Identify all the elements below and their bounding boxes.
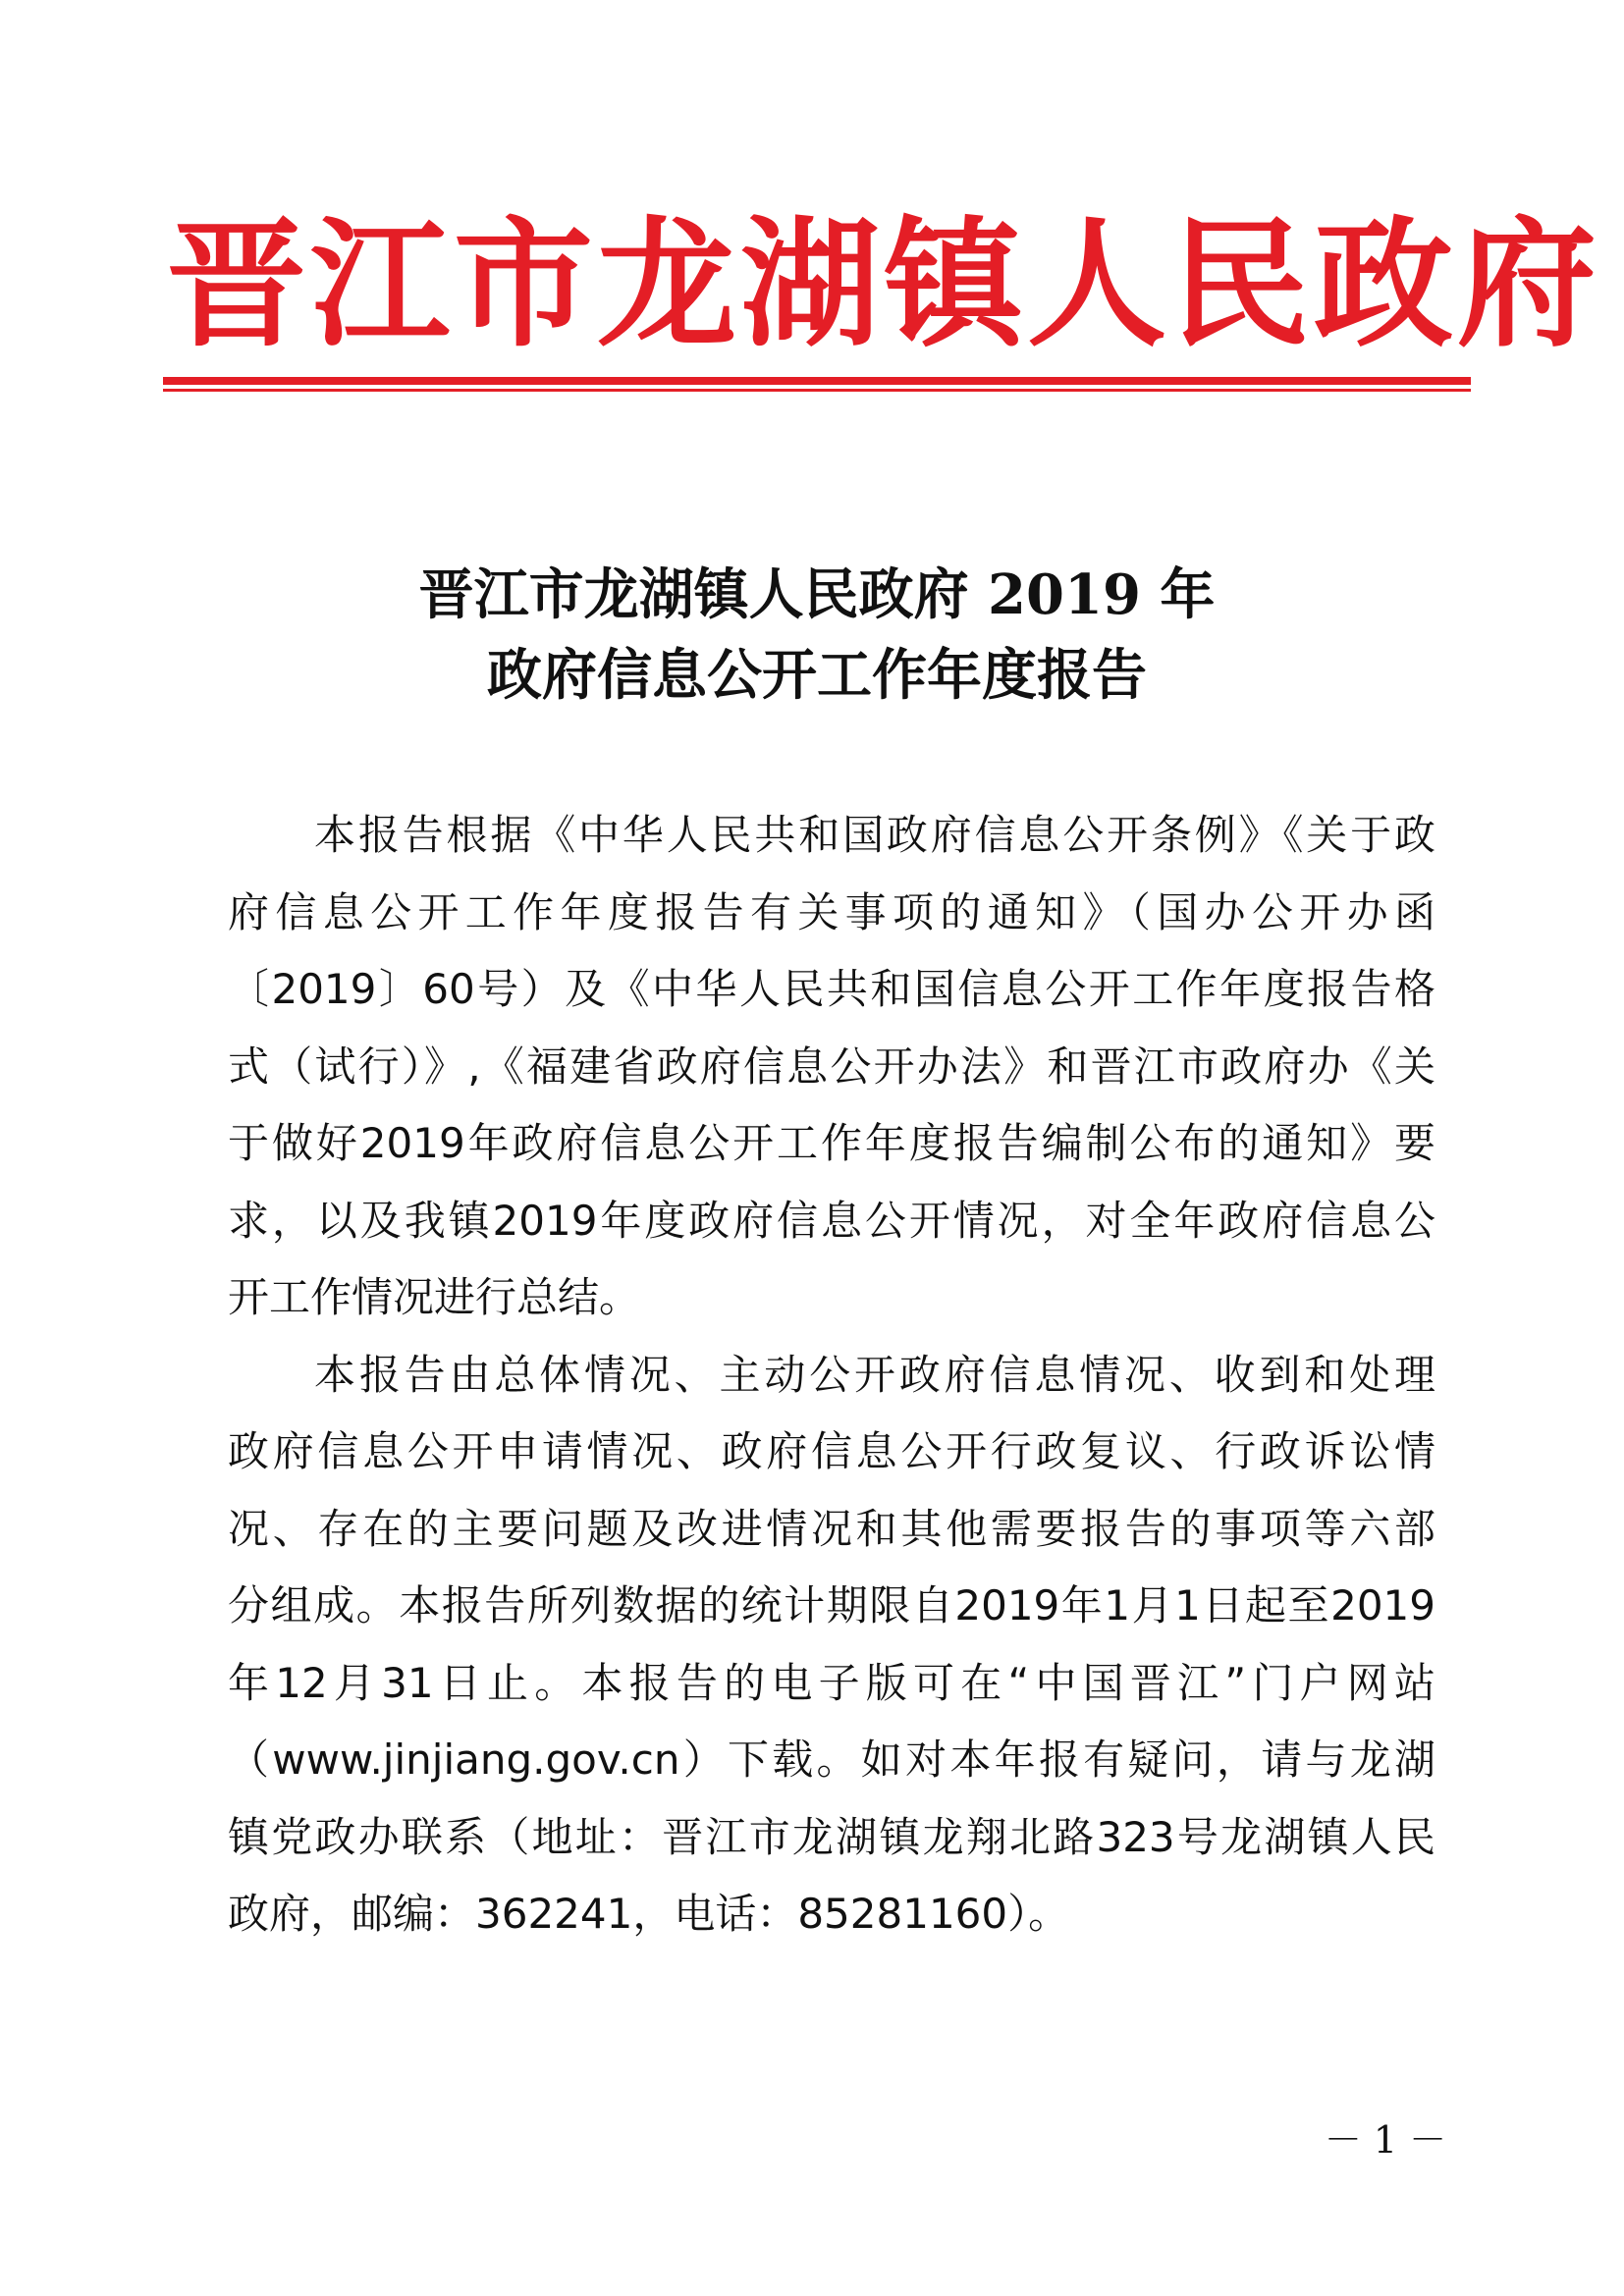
- paragraph-line: 开工作情况进行总结。: [228, 1273, 641, 1321]
- paragraph-line: 本报告由总体情况、主动公开政府信息情况、收到和处理: [314, 1350, 1435, 1399]
- paragraph-basis: [228, 797, 1435, 1337]
- paragraph-line: 本报告根据《中华人民共和国政府信息公开条例》《关于政: [314, 811, 1435, 859]
- paragraph-line: 政府信息公开申请情况、政府信息公开行政复议、行政诉讼情: [228, 1427, 1435, 1475]
- paragraph-line: 年12月31日止。本报告的电子版可在“中国晋江”门户网站: [228, 1658, 1435, 1707]
- report-title-line-2: 政府信息公开工作年度报告: [487, 643, 1147, 708]
- report-title: [163, 555, 1471, 716]
- paragraph-line: 府信息公开工作年度报告有关事项的通知》（国办公开办函: [228, 887, 1435, 936]
- page-number: － 1 －: [1324, 2118, 1447, 2162]
- paragraph-line: 式（试行）》,《福建省政府信息公开办法》和晋江市政府办《关: [228, 1041, 1435, 1091]
- paragraph-line: 镇党政办联系（地址：晋江市龙湖镇龙翔北路323号龙湖镇人民: [228, 1812, 1435, 1861]
- masthead-red-rule-thick: [163, 377, 1471, 385]
- paragraph-line: 政府，邮编：362241，电话：85281160）。: [228, 1890, 1070, 1938]
- paragraph-structure: [228, 1337, 1435, 1953]
- report-title-line-1: 晋江市龙湖镇人民政府 2019 年: [418, 562, 1216, 627]
- report-body: [228, 797, 1435, 1953]
- paragraph-line: 〔2019〕60号）及《中华人民共和国信息公开工作年度报告格: [228, 965, 1435, 1013]
- paragraph-line: 况、存在的主要问题及改进情况和其他需要报告的事项等六部: [228, 1504, 1435, 1553]
- paragraph-line: （www.jinjiang.gov.cn）下载。如对本年报有疑问，请与龙湖: [228, 1735, 1435, 1784]
- issuer-masthead: 晋江市龙湖镇人民政府: [167, 203, 1600, 366]
- masthead-red-rule-thin: [163, 389, 1471, 392]
- paragraph-line: 于做好2019年政府信息公开工作年度报告编制公布的通知》要: [228, 1119, 1435, 1167]
- paragraph-line: 求，以及我镇2019年度政府信息公开情况，对全年政府信息公: [228, 1196, 1435, 1245]
- paragraph-line: 分组成。本报告所列数据的统计期限自2019年1月1日起至2019: [228, 1581, 1435, 1629]
